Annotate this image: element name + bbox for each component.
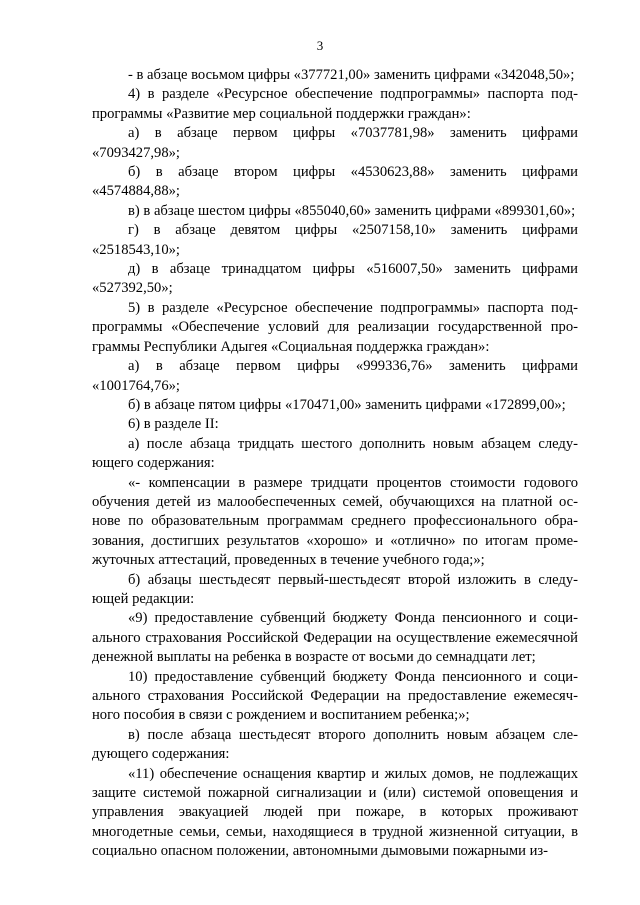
- paragraph: 4) в разделе «Ресурсное обеспечение подпрограммы» паспорта подпрограммы «Развитие мер социальной поддержки граждан»:: [92, 86, 578, 122]
- paragraph: - в абзаце восьмом цифры «377721,00» заменить цифрами «342048,50»;: [128, 67, 575, 83]
- document-body: [92, 66, 578, 862]
- paragraph: а) после абзаца тридцать шестого дополнить новым абзацем следующего содержания:: [92, 435, 578, 472]
- page-number: 3: [316, 38, 324, 53]
- paragraph: б) абзацы шестьдесят первый-шестьдесят второй изложить в следующей редакции:: [92, 571, 578, 607]
- paragraph: а) в абзаце первом цифры «999336,76» заменить цифрами «1001764,76»;: [92, 358, 578, 394]
- paragraph: 10) предоставление субвенций бюджету Фонда пенсионного и социального страхования Российской Федерации на предоставление ежемесячного пособия в связи с рождением и воспитанием ребенка;»;: [92, 668, 578, 724]
- paragraph: б) в абзаце пятом цифры «170471,00» заменить цифрами «172899,00»;: [128, 396, 566, 413]
- paragraph: «11) обеспечение оснащения квартир и жилых домов, не подлежащих защите системой пожарной сигнализации и (или) системой оповещения и управления эвакуацией людей при пожаре, в которых проживают многодетные семьи, семьи, находящиеся в трудной жизненной ситуации, в социально опасном положении, автономными дымовыми пожарными из-: [92, 765, 578, 860]
- paragraph: б) в абзаце втором цифры «4530623,88» заменить цифрами «4574884,88»;: [92, 164, 578, 200]
- paragraph: а) в абзаце первом цифры «7037781,98» заменить цифрами «7093427,98»;: [92, 125, 578, 161]
- paragraph: д) в абзаце тринадцатом цифры «516007,50» заменить цифрами «527392,50»;: [92, 261, 578, 297]
- paragraph: 5) в разделе «Ресурсное обеспечение подпрограммы» паспорта подпрограммы «Обеспечение условий для реализации государственной программы Республики Адыгея «Социальная поддержка граждан»:: [92, 299, 578, 355]
- paragraph: г) в абзаце девятом цифры «2507158,10» заменить цифрами «2518543,10»;: [92, 222, 578, 258]
- paragraph: «- компенсации в размере тридцати процентов стоимости годового обучения детей из малообеспеченных семей, обучающихся на платной основе по образовательным программам среднего профессионального образования, достигших результатов «хорошо» и «отлично» по итогам промежуточных аттестаций, проведенных в течение учебного года;»;: [92, 474, 578, 569]
- paragraph: 6) в разделе II:: [128, 416, 219, 433]
- paragraph: в) в абзаце шестом цифры «855040,60» заменить цифрами «899301,60»;: [128, 202, 576, 219]
- paragraph: в) после абзаца шестьдесят второго дополнить новым абзацем следующего содержания:: [92, 726, 578, 763]
- paragraph: «9) предоставление субвенций бюджету Фонда пенсионного и социального страхования Российской Федерации на осуществление ежемесячной денежной выплаты на ребенка в возрасте от восьми до семнадцати лет;: [92, 610, 578, 666]
